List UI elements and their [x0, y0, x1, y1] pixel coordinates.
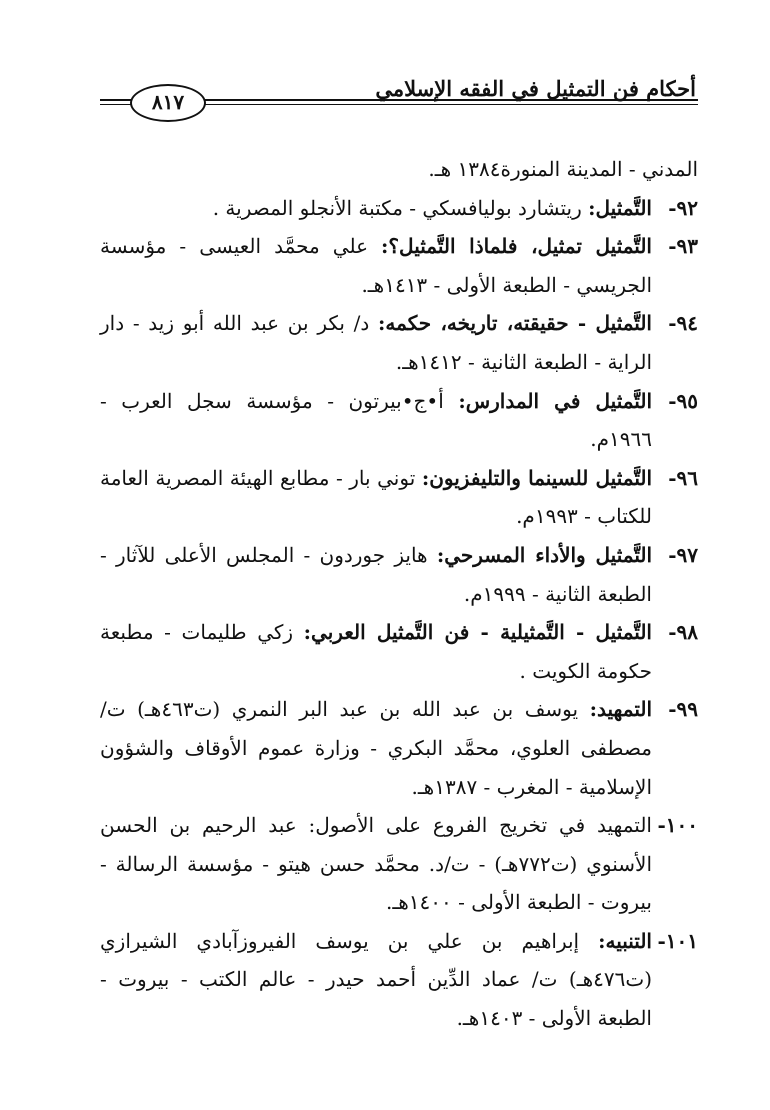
bibliography-entry [100, 806, 698, 922]
entry-title: التَّمثيل للسينما والتليفزيون: [421, 465, 652, 490]
bibliography-entry [100, 227, 698, 304]
entry-details: التمهيد في تخريج الفروع على الأصول: عبد الرحيم بن الحسن الأسنوي (ت٧٧٢هـ) - ت/د. محمَّد حسن هيتو - مؤسسة الرسالة - بيروت - الطبعة الأولى - ١٤٠٠هـ. [100, 813, 653, 915]
entry-details: زكي طليمات - مطبعة حكومة الكويت . [100, 620, 652, 683]
entry-number: ٩٣- [668, 234, 698, 259]
entry-details: توني بار - مطابع الهيئة المصرية العامة للكتاب - ١٩٩٣م. [100, 465, 652, 529]
entry-title: التَّمثيل تمثيل، فلماذا التَّمثيل؟: [381, 234, 652, 259]
entry-text [100, 189, 652, 228]
entry-number: ٩٤- [668, 311, 698, 336]
entry-title: التَّمثيل في المدارس: [458, 388, 652, 413]
continued-entry-line: المدني - المدينة المنورة١٣٨٤ هـ. [428, 157, 698, 181]
bibliography-entry [100, 613, 698, 690]
entry-title: التمهيد: [589, 697, 653, 722]
entry-text [100, 536, 652, 613]
entry-title: التَّمثيل - التَّمثيلية - فن التَّمثيل العربي: [303, 620, 652, 645]
entry-title: التنبيه: [598, 928, 652, 953]
entry-text [100, 382, 652, 459]
entry-number: ١٠١- [657, 928, 698, 953]
entry-title: التَّمثيل - حقيقته، تاريخه، حكمه: [378, 311, 652, 336]
entry-number: ٩٩- [668, 697, 698, 722]
entry-details: يوسف بن عبد الله بن عبد البر النمري (ت٤٦٣هـ) ت/ مصطفى العلوي، محمَّد البكري - وزارة عموم الأوقاف والشؤون الإسلامية - المغرب - ١٣٨٧هـ. [100, 697, 652, 799]
bibliography-entry [100, 922, 698, 1038]
page-number: ٨١٧ [130, 84, 206, 122]
entry-text [100, 227, 652, 304]
entry-title: التَّمثيل والأداء المسرحي: [436, 542, 652, 567]
entry-details: علي محمَّد العيسى - مؤسسة الجريسي - الطبعة الأولى - ١٤١٣هـ. [100, 234, 652, 297]
bibliography-list [100, 150, 698, 1038]
entry-details: د/ بكر بن عبد الله أبو زيد - دار الراية - الطبعة الثانية - ١٤١٢هـ. [100, 311, 652, 374]
entry-details: هايز جوردون - المجلس الأعلى للآثار - الطبعة الثانية - ١٩٩٩م. [100, 542, 652, 606]
entry-text [100, 459, 652, 536]
bibliography-entry [100, 304, 698, 381]
entry-title: التَّمثيل: [588, 195, 652, 220]
entry-text [100, 806, 652, 922]
entry-number: ٩٧- [668, 542, 698, 567]
entry-details: أ•ج•بيرتون - مؤسسة سجل العرب - ١٩٦٦م. [100, 388, 652, 452]
entry-text [100, 690, 652, 806]
entry-number: ٩٨- [668, 620, 698, 645]
entry-text [100, 922, 652, 1038]
page-header [0, 68, 770, 118]
bibliography-entry [100, 189, 698, 228]
running-title: أحكام فن التمثيل في الفقه الإسلامي [375, 76, 696, 101]
entry-number: ٩٥- [668, 388, 698, 413]
entry-text [100, 613, 652, 690]
entry-text [100, 304, 652, 381]
entry-number: ٩٦- [668, 465, 698, 490]
entry-number: ٩٢- [668, 195, 698, 220]
entry-details: ريتشارد بوليافسكي - مكتبة الأنجلو المصرية . [212, 195, 589, 220]
bibliography-entry [100, 690, 698, 806]
bibliography-entry [100, 382, 698, 459]
bibliography-entry [100, 536, 698, 613]
entry-details: إبراهيم بن علي بن يوسف الفيروزآبادي الشيرازي (ت٤٧٦هـ) ت/ عماد الدِّين أحمد حيدر - عالم الكتب - بيروت - الطبعة الأولى - ١٤٠٣هـ. [100, 928, 653, 1031]
entry-number: ١٠٠- [657, 813, 698, 838]
bibliography-entry [100, 459, 698, 536]
